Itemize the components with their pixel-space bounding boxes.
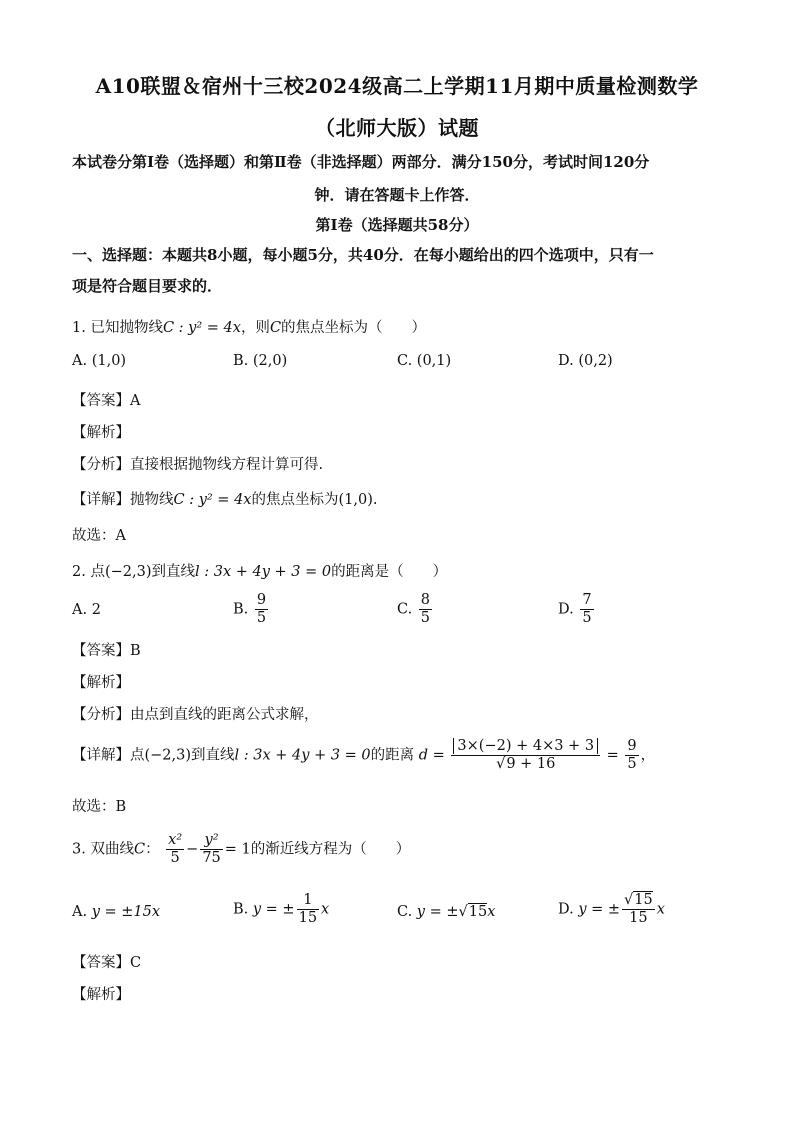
q1-stem-math: C : y² = 4x — [162, 320, 241, 336]
q1-fenxi: 【分析】直接根据抛物线方程计算可得. — [72, 457, 324, 473]
q3-answer: 【答案】C — [72, 955, 142, 971]
q3-option-d: D. y = ± $\frac{√15}{15}$ x — [558, 892, 665, 926]
question-2-stem: 2. 点(−2,3)到直线l : 3x + 4y + 3 = 0的距离是（ ） — [72, 564, 448, 580]
q1-option-c: C. (0,1) — [397, 353, 452, 369]
q3-option-b: B. y = ± $\frac{1}{15}$ x — [233, 892, 330, 926]
q1-answer: 【答案】A — [72, 393, 141, 409]
q3-option-c: C. y = ±√15x — [397, 904, 496, 920]
q2-analysis-label: 【解析】 — [72, 675, 130, 691]
doc-title-line1: A10联盟＆宿州十三校2024级高二上学期11月期中质量检测数学 — [95, 74, 699, 98]
q2-detail: 【详解】点(−2,3)到直线l : 3x + 4y + 3 = 0的距离 d = $\frac{3\times(-2) + 4\times 3 + 3}{√9 + 16}$ = $\frac{9}{5}$ ， — [72, 738, 656, 772]
q2-option-c: C. $\frac{8}{5}$ — [397, 592, 431, 626]
q2-option-b: B. $\frac{9}{5}$ — [233, 592, 267, 626]
q1-option-b: B. (2,0) — [233, 353, 288, 369]
q2-option-d: D. $\frac{7}{5}$ — [558, 592, 592, 626]
question-1-stem — [72, 316, 426, 337]
q2-choose: 故选：B — [72, 799, 127, 815]
q2-option-a: A. 2 — [72, 602, 101, 618]
q1-stem-pre: 1. 已知抛物线 — [72, 320, 163, 336]
doc-title-line2: （北师大版）试题 — [315, 116, 479, 140]
q1-stem-math2: C — [269, 320, 282, 336]
intro-line1: 本试卷分第Ⅰ卷（选择题）和第Ⅱ卷（非选择题）两部分．满分150分，考试时间120分 — [72, 153, 650, 171]
intro-line2: 钟．请在答题卡上作答． — [314, 186, 480, 204]
q1-option-d: D. (0,2) — [558, 353, 613, 369]
section-heading: 第Ⅰ卷（选择题共58分） — [315, 216, 479, 234]
q3-option-a: A. y = ±15x — [72, 904, 161, 920]
q2-fenxi: 【分析】由点到直线的距离公式求解， — [72, 707, 319, 723]
part1-instructions-line1: 一、选择题：本题共8小题，每小题5分，共40分．在每小题给出的四个选项中，只有一 — [72, 246, 654, 264]
part1-instructions-line2: 项是符合题目要求的． — [72, 277, 223, 295]
q1-stem-post: 的焦点坐标为（ ） — [281, 320, 427, 336]
q1-option-a: A. (1,0) — [72, 353, 127, 369]
q1-analysis-label: 【解析】 — [72, 425, 130, 441]
q1-detail: 【详解】抛物线C : y² = 4x的焦点坐标为(1,0). — [72, 492, 378, 508]
q1-stem-mid: ，则 — [240, 320, 270, 336]
question-3-stem: 3. 双曲线C： $\frac{\text{x²}}{5}$ − $\frac{\text{y²}}{75}$ = 1的渐近线方程为（ ） — [72, 832, 411, 866]
q1-choose: 故选：A — [72, 528, 126, 544]
q2-answer: 【答案】B — [72, 643, 141, 659]
q3-analysis-label: 【解析】 — [72, 987, 130, 1003]
